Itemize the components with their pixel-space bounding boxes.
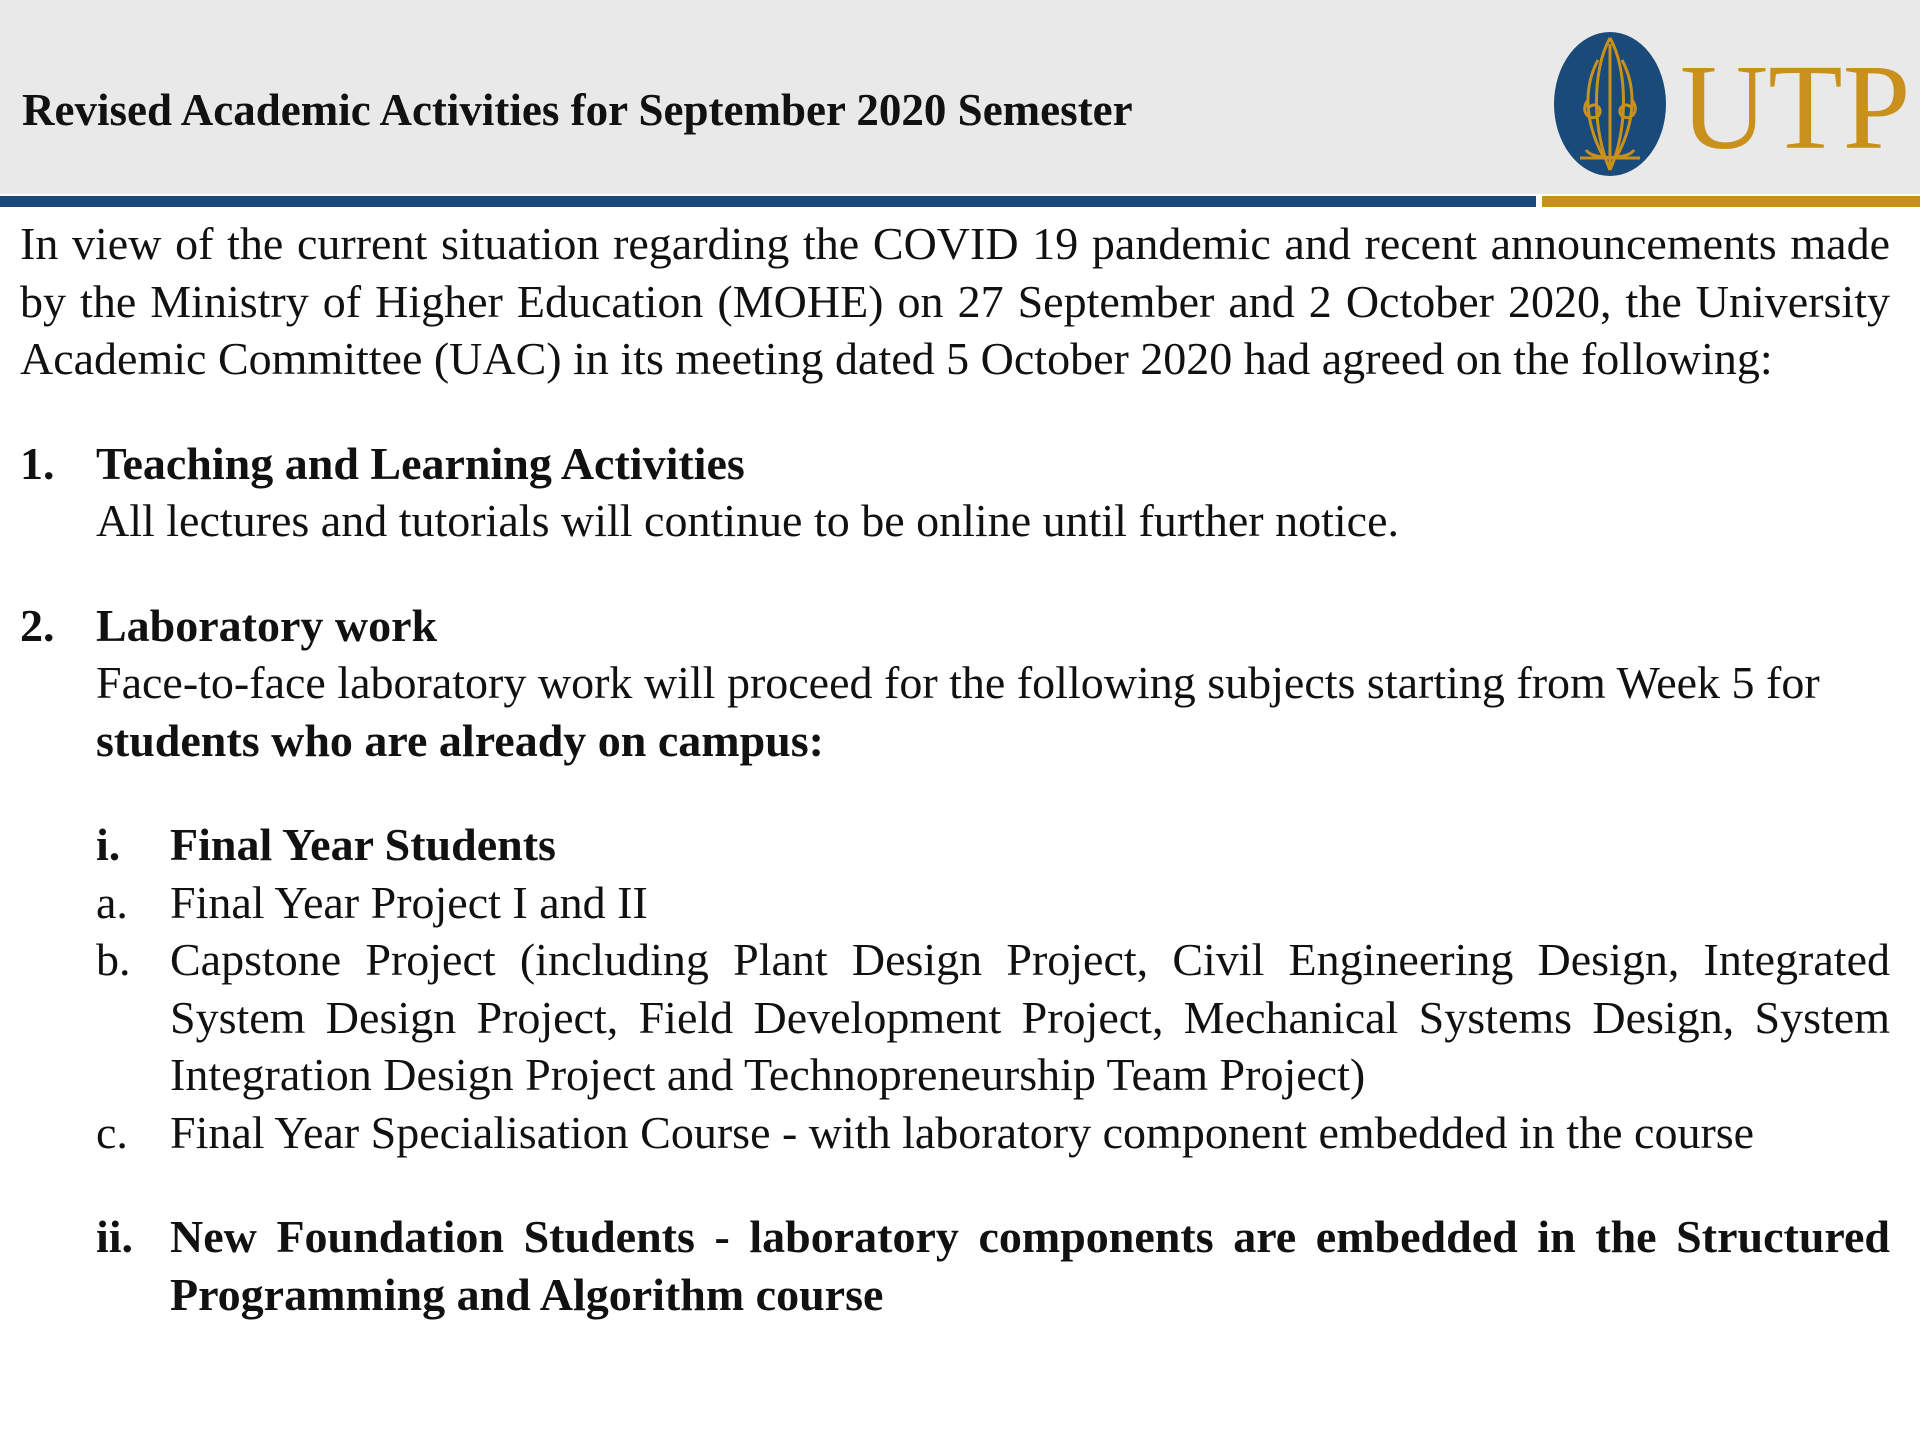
document-body (20, 215, 1890, 1323)
utp-logo (1552, 30, 1912, 178)
item-letter: b. (96, 934, 131, 985)
item-letter: c. (96, 1106, 128, 1158)
group-heading: Final Year Students (170, 819, 556, 870)
utp-emblem-icon (1554, 32, 1666, 176)
intro-paragraph: In view of the current situation regarding the COVID 19 pandemic and recent announcements made by the Ministry of Higher Education (MOHE) on 27 September and 2 October 2020, the University Academic Committee (UAC) in its meeting dated 5 October 2020 had agreed on the following: (20, 218, 1890, 384)
section-heading: Laboratory work (96, 599, 438, 651)
group-foundation (96, 1208, 1890, 1323)
item-text: Final Year Specialisation Course - with laboratory component embedded in the course (170, 1106, 1755, 1158)
section-body: All lectures and tutorials will continue to be online until further notice. (96, 495, 1400, 546)
item-text: Capstone Project (including Plant Design Project, Civil Engineering Design, Integrated System Design Project, Field Development Project, Mechanical Systems Design, System Integration Design Project and Technopreneurship Team Project) (170, 934, 1890, 1100)
group-heading-row (96, 816, 1890, 874)
section-teaching (20, 435, 1890, 550)
item-letter: a. (96, 876, 128, 928)
section-heading: Teaching and Learning Activities (96, 437, 745, 489)
header-band (0, 0, 1920, 194)
list-item (96, 1104, 1890, 1162)
utp-wordmark: UTP (1680, 40, 1911, 175)
document-title: Revised Academic Activities for September 2020 Semester (22, 85, 1133, 135)
section-body (96, 654, 1890, 769)
section-body-emphasis: students who are already on campus: (96, 714, 824, 766)
group-final-year (96, 816, 1890, 1161)
section-body-text: Face-to-face laboratory work will proceed for the following subjects starting from Week 5 for (96, 657, 1820, 708)
group-number: ii. (96, 1211, 134, 1262)
list-item (96, 874, 1890, 932)
header-rule-gold (1542, 196, 1920, 207)
group-heading: New Foundation Students - laboratory components are embedded in the Structured Programming and Algorithm course (170, 1211, 1890, 1320)
list-item (96, 931, 1890, 1104)
group-number: i. (96, 819, 121, 870)
item-text: Final Year Project I and II (170, 876, 648, 928)
section-laboratory (20, 597, 1890, 1324)
section-number: 2. (20, 599, 55, 651)
header-rule-blue (0, 196, 1536, 207)
group-heading-row (96, 1208, 1890, 1323)
section-number: 1. (20, 437, 55, 489)
